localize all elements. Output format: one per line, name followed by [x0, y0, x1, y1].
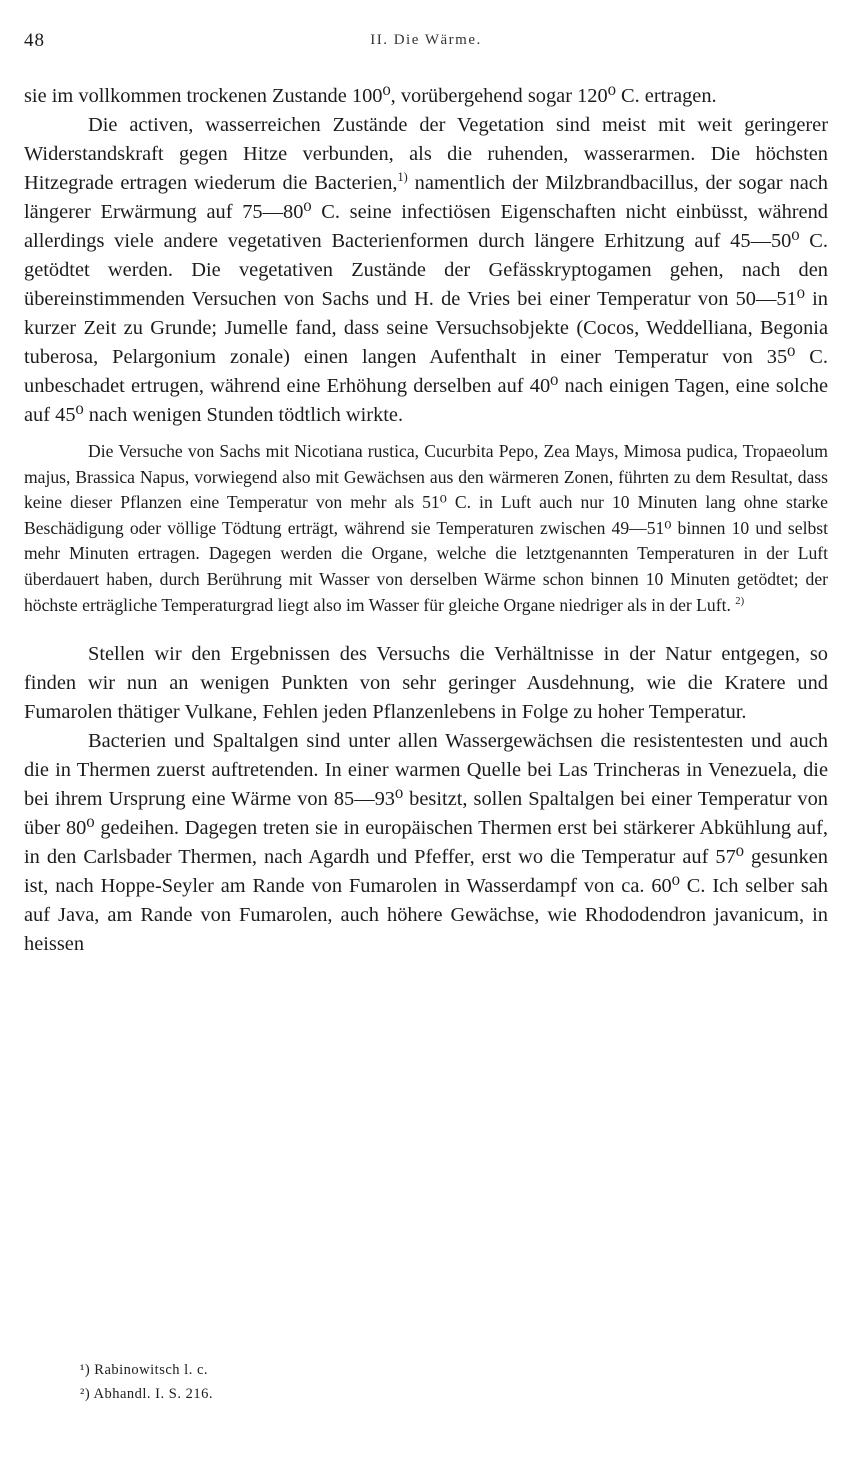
footnote-2: ²) Abhandl. I. S. 216. [80, 1386, 213, 1402]
footnote-ref-2[interactable]: 2) [735, 595, 745, 607]
footnote-ref-1[interactable]: 1) [397, 170, 408, 185]
body-text [24, 82, 828, 959]
paragraph-bacteria: Bacterien und Spaltalgen sind unter allen Wassergewächsen die resistentesten und auch die in Thermen zuerst auftretenden. In einer warmen Quelle bei Las Trincheras in Venezuela, die bei ihrem Ursprung eine Wärme von 85—93⁰ besitzt, sollen Spaltalgen bei einer Temperatur von über 80⁰ gedeihen. Dagegen treten sie in europäischen Thermen erst bei stärkerer Abkühlung auf, in den Carlsbader Thermen, nach Agardh und Pfeffer, erst wo die Temperatur auf 57⁰ gesunken ist, nach Hoppe-Seyler am Rande von Fumarolen in Wasserdampf von ca. 60⁰ C. Ich selber sah auf Java, am Rande von Fumarolen, auch höhere Gewächse, wie Rhododendron javanicum, in heissen [24, 730, 828, 956]
footnotes [80, 1358, 213, 1406]
paragraph-continuation: sie im vollkommen trockenen Zustande 100⁰, vorübergehend sogar 120⁰ C. ertragen. [24, 85, 717, 107]
paragraph-sachs-experiments [24, 439, 828, 618]
paragraph-active-states [24, 111, 828, 430]
footnote-1: ¹) Rabinowitsch l. c. [80, 1362, 209, 1378]
page-number: 48 [24, 30, 45, 51]
paragraph-text: namentlich der Milzbrandbacillus, der sogar nach längerer Erwärmung auf 75—80⁰ C. seine infectiösen Eigenschaften nicht einbüsst, während allerdings viele andere vegetativen Bacterienformen durch längere Erhitzung auf 45—50⁰ C. getödtet werden. Die vegetativen Zustände der Gefässkryptogamen gehen, nach den übereinstimmenden Versuchen von Sachs und H. de Vries bei einer Temperatur von 50—51⁰ in kurzer Zeit zu Grunde; Jumelle fand, dass seine Versuchsobjekte (Cocos, Weddelliana, Begonia tuberosa, Pelargonium zonale) einen langen Aufenthalt in einer Temperatur von 35⁰ C. unbeschadet ertrugen, während eine Erhöhung derselben auf 40⁰ nach einigen Tagen, eine solche auf 45⁰ nach wenigen Stunden tödtlich wirkte. [24, 172, 828, 426]
paragraph-text: Die activen, wasserreichen Zustände der Vegetation sind meist mit weit geringerer Widerstandskraft gegen Hitze verbunden, als die ruhenden, wasserarmen. Die höchsten Hitzegrade ertragen wiederum die Bacterien, [24, 114, 828, 194]
paragraph-text: Die Versuche von Sachs mit Nicotiana rustica, Cucurbita Pepo, Zea Mays, Mimosa pudica, Tropaeolum majus, Brassica Napus, vorwiegend also mit Gewächsen aus den wärmeren Zonen, führten zu dem Resultat, dass keine dieser Pflanzen eine Temperatur von mehr als 51⁰ C. in Luft auch nur 10 Minuten lang ohne starke Beschädigung oder völlige Tödtung erträgt, während sie Temperaturen zwischen 49—51⁰ binnen 10 und selbst mehr Minuten ertragen. Dagegen werden die Organe, welche die letztgenannten Temperaturen in der Luft überdauert haben, durch Berührung mit Wasser von derselben Wärme schon binnen 10 Minuten getödtet; der höchste erträgliche Temperaturgrad liegt also im Wasser für gleiche Organe niedriger als in der Luft. [24, 441, 828, 615]
paragraph-nature: Stellen wir den Ergebnissen des Versuchs die Verhältnisse in der Natur entgegen, so finden wir nun an wenigen Punkten von sehr geringer Ausdehnung, wie die Kratere und Fumarolen thätiger Vulkane, Fehlen jeden Pflanzenlebens in Folge zu hoher Temperatur. [24, 643, 828, 724]
document-page [24, 0, 828, 1468]
page-header [24, 30, 828, 60]
running-head: II. Die Wärme. [370, 32, 482, 48]
